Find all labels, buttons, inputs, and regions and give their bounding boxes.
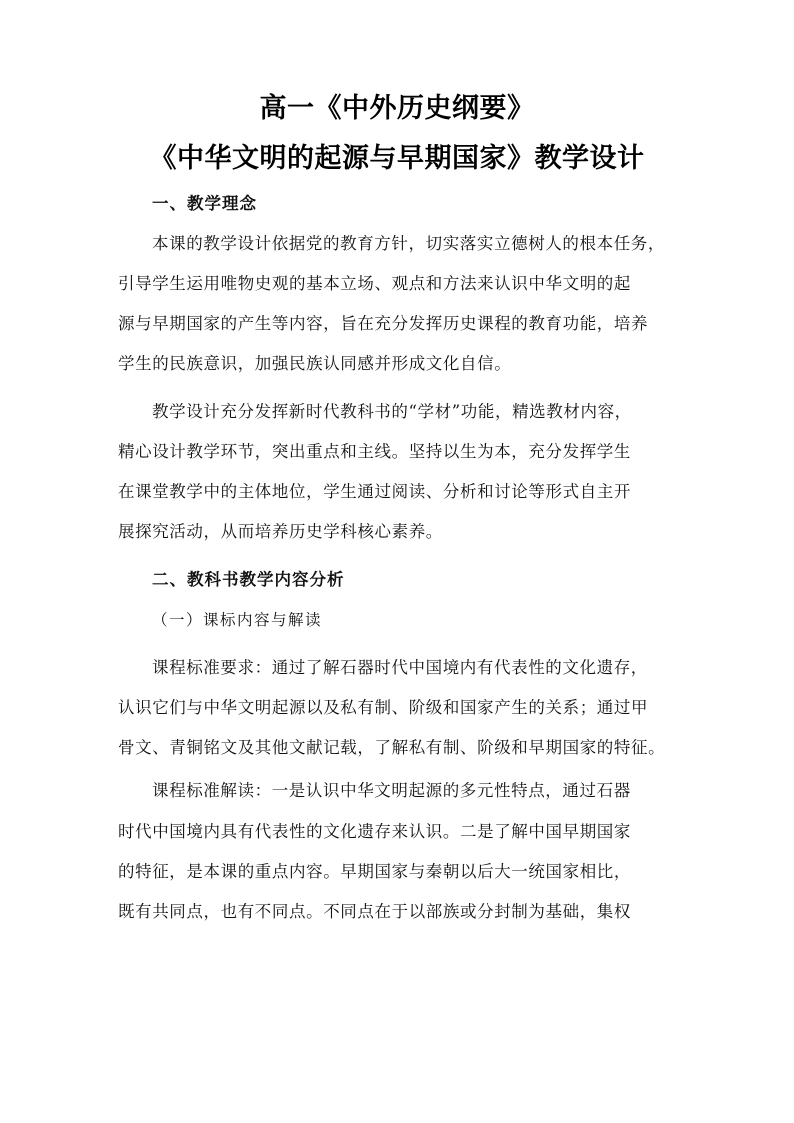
- paragraph-line: 的特征，是本课的重点内容。早期国家与秦朝以后大一统国家相比，: [118, 862, 631, 881]
- paragraph-line: 源与早期国家的产生等内容，旨在充分发挥历史课程的教育功能，培养: [118, 314, 649, 333]
- paragraph-line: 本课的教学设计依据党的教育方针，切实落实立德树人的根本任务，: [152, 234, 665, 253]
- document-subtitle: 《中华文明的起源与早期国家》教学设计: [149, 143, 645, 174]
- paragraph-line: 引导学生运用唯物史观的基本立场、观点和方法来认识中华文明的起: [118, 274, 631, 293]
- paragraph-line: 时代中国境内具有代表性的文化遗存来认识。二是了解中国早期国家: [118, 822, 631, 841]
- paragraph-line: 在课堂教学中的主体地位，学生通过阅读、分析和讨论等形式自主开: [118, 482, 631, 501]
- paragraph-line: 既有共同点，也有不同点。不同点在于以部族或分封制为基础，集权: [118, 902, 631, 921]
- paragraph-line: 教学设计充分发挥新时代教科书的“学材”功能，精选教材内容，: [152, 402, 632, 421]
- section-heading-textbook-analysis: 二、教科书教学内容分析: [152, 570, 345, 589]
- paragraph-line: 精心设计教学环节，突出重点和主线。坚持以生为本，充分发挥学生: [118, 442, 631, 461]
- paragraph-line: 课程标准要求：通过了解石器时代中国境内有代表性的文化遗存，: [152, 658, 648, 677]
- paragraph-line: 课程标准解读：一是认识中华文明起源的多元性特点，通过石器: [152, 781, 631, 800]
- paragraph-line: 认识它们与中华文明起源以及私有制、阶级和国家产生的关系；通过甲: [118, 698, 649, 717]
- document-title: 高一《中外历史纲要》: [259, 93, 535, 124]
- section-heading-teaching-philosophy: 一、教学理念: [152, 194, 257, 213]
- paragraph-line: 骨文、青铜铭文及其他文献记载，了解私有制、阶级和早期国家的特征。: [118, 738, 666, 757]
- paragraph-line: 学生的民族意识，加强民族认同感并形成文化自信。: [118, 354, 512, 373]
- subsection-heading-curriculum-standards: （一）课标内容与解读: [152, 611, 323, 629]
- paragraph-line: 展探究活动，从而培养历史学科核心素养。: [118, 522, 443, 541]
